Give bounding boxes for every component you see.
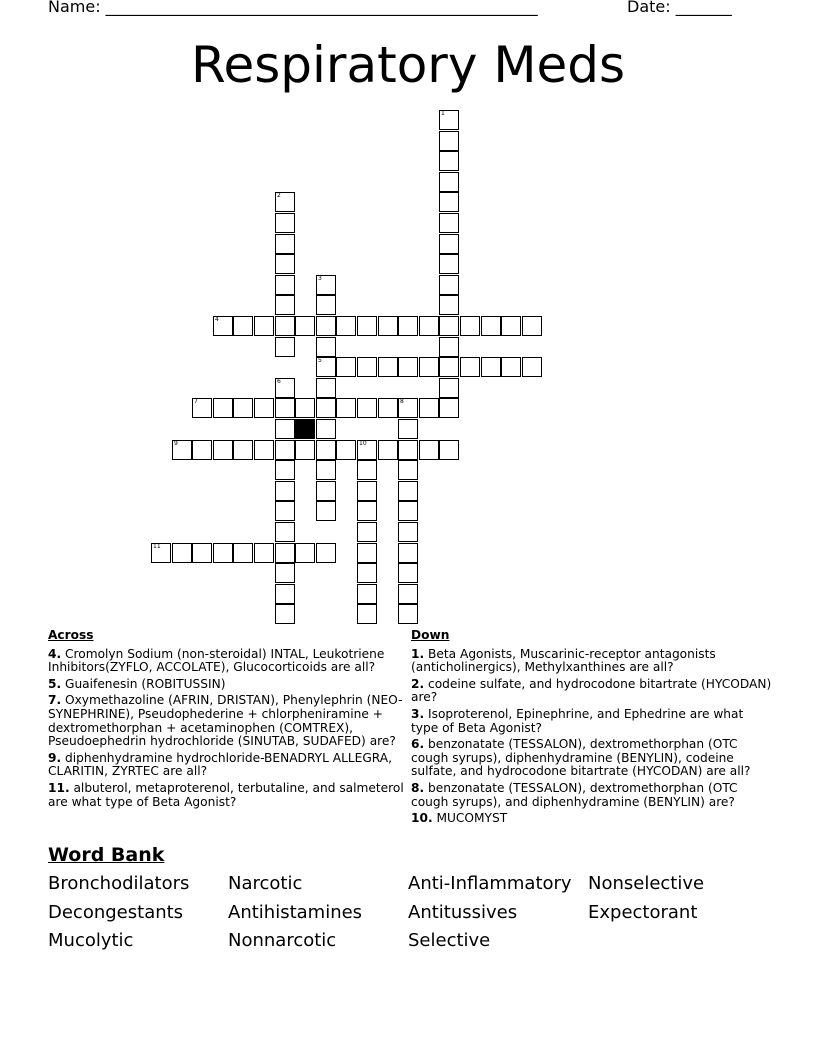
- crossword-cell[interactable]: [275, 543, 295, 563]
- crossword-cell[interactable]: [275, 316, 295, 336]
- crossword-cell[interactable]: [501, 316, 521, 336]
- crossword-cell[interactable]: [439, 254, 459, 274]
- crossword-cell[interactable]: [439, 295, 459, 315]
- crossword-cell[interactable]: [295, 543, 315, 563]
- clue-number: 8: [400, 398, 404, 405]
- word-bank-item: Bronchodilators: [48, 873, 190, 894]
- crossword-cell[interactable]: [316, 337, 336, 357]
- crossword-cell[interactable]: [460, 316, 480, 336]
- crossword-cell[interactable]: [439, 172, 459, 192]
- crossword-cell[interactable]: [275, 213, 295, 233]
- crossword-cell[interactable]: [357, 563, 377, 583]
- crossword-cell[interactable]: [398, 440, 418, 460]
- crossword-cell[interactable]: [398, 316, 418, 336]
- crossword-cell[interactable]: [275, 378, 295, 398]
- crossword-cell[interactable]: [275, 563, 295, 583]
- crossword-cell[interactable]: [275, 337, 295, 357]
- across-clues: [48, 629, 408, 812]
- crossword-cell[interactable]: [172, 440, 192, 460]
- crossword-cell[interactable]: [213, 316, 233, 336]
- down-heading: Down: [411, 628, 450, 642]
- crossword-cell[interactable]: [481, 316, 501, 336]
- crossword-cell[interactable]: [233, 543, 253, 563]
- crossword-cell[interactable]: [439, 337, 459, 357]
- crossword-cell[interactable]: [316, 481, 336, 501]
- clue-down-2: 2. codeine sulfate, and hydrocodone bitartrate (HYCODAN) are?: [411, 676, 772, 705]
- crossword-cell[interactable]: [336, 357, 356, 377]
- crossword-cell[interactable]: [275, 522, 295, 542]
- clue-number: 9: [174, 440, 178, 447]
- clue-down-6: 6. benzonatate (TESSALON), dextromethorphan (OTC cough syrups), diphenhydramine (BENYLIN), codeine sulfate, and hydrocodone bitartrate (HYCODAN) are all?: [411, 737, 751, 779]
- crossword-cell[interactable]: [275, 275, 295, 295]
- clue-number: 4: [215, 316, 219, 323]
- clue-down-3: 3. Isoproterenol, Epinephrine, and Ephedrine are what type of Beta Agonist?: [411, 706, 744, 735]
- word-bank-title: Word Bank: [48, 844, 165, 866]
- crossword-cell[interactable]: [439, 192, 459, 212]
- date-field[interactable]: Date: _______: [627, 0, 732, 16]
- crossword-cell[interactable]: [316, 378, 336, 398]
- crossword-cell[interactable]: [295, 316, 315, 336]
- crossword-cell[interactable]: [398, 543, 418, 563]
- crossword-cell[interactable]: [439, 234, 459, 254]
- crossword-cell[interactable]: [439, 440, 459, 460]
- clue-number: 11: [153, 543, 161, 550]
- crossword-cell[interactable]: [275, 254, 295, 274]
- crossword-cell[interactable]: [522, 316, 542, 336]
- crossword-cell[interactable]: [439, 131, 459, 151]
- crossword-cell[interactable]: [316, 316, 336, 336]
- crossword-cell[interactable]: [357, 398, 377, 418]
- crossword-cell[interactable]: [275, 192, 295, 212]
- crossword-cell[interactable]: [398, 419, 418, 439]
- word-bank-item: Antitussives: [408, 902, 518, 923]
- crossword-cell[interactable]: [275, 584, 295, 604]
- crossword-cell[interactable]: [172, 543, 192, 563]
- crossword-cell[interactable]: [295, 398, 315, 418]
- word-bank-item: Decongestants: [48, 902, 184, 923]
- page-title: Respiratory Meds: [190, 36, 626, 94]
- crossword-cell[interactable]: [295, 440, 315, 460]
- crossword-cell[interactable]: [439, 316, 459, 336]
- crossword-cell[interactable]: [398, 604, 418, 624]
- clue-across-11: 11. albuterol, metaproterenol, terbutaline, and salmeterol are what type of Beta Agonist?: [48, 780, 404, 809]
- crossword-cell[interactable]: [378, 316, 398, 336]
- clue-number: 6: [277, 378, 281, 385]
- word-bank-item: Antihistamines: [228, 902, 363, 923]
- crossword-cell[interactable]: [357, 604, 377, 624]
- crossword-cell[interactable]: [378, 398, 398, 418]
- crossword-cell[interactable]: [254, 440, 274, 460]
- crossword-cell[interactable]: [213, 543, 233, 563]
- crossword-cell[interactable]: [378, 357, 398, 377]
- crossword-cell[interactable]: [398, 501, 418, 521]
- crossword-cell[interactable]: [275, 481, 295, 501]
- crossword-cell[interactable]: [398, 563, 418, 583]
- crossword-cell[interactable]: [398, 522, 418, 542]
- crossword-cell[interactable]: [439, 110, 459, 130]
- clue-across-4: 4. Cromolyn Sodium (non-steroidal) INTAL, Leukotriene Inhibitors(ZYFLO, ACCOLATE), Glucocorticoids are all?: [48, 646, 385, 675]
- clue-number: 7: [194, 398, 198, 405]
- crossword-cell[interactable]: [233, 398, 253, 418]
- crossword-cell[interactable]: [213, 398, 233, 418]
- crossword-cell[interactable]: [357, 522, 377, 542]
- clue-number: 1: [441, 110, 445, 117]
- crossword-cell[interactable]: [192, 543, 212, 563]
- crossword-cell[interactable]: [357, 481, 377, 501]
- crossword-cell[interactable]: [439, 151, 459, 171]
- clue-down-10: 10. MUCOMYST: [411, 811, 508, 826]
- blocked-cell: [295, 419, 315, 439]
- clue-down-8: 8. benzonatate (TESSALON), dextromethorphan (OTC cough syrups), and diphenhydramine (BENYLIN) are?: [411, 780, 738, 809]
- crossword-cell[interactable]: [522, 357, 542, 377]
- crossword-cell[interactable]: [275, 501, 295, 521]
- crossword-cell[interactable]: [378, 440, 398, 460]
- crossword-cell[interactable]: [151, 543, 171, 563]
- crossword-cell[interactable]: [192, 440, 212, 460]
- crossword-cell[interactable]: [254, 398, 274, 418]
- clue-number: 3: [318, 275, 322, 282]
- crossword-cell[interactable]: [316, 419, 336, 439]
- clue-across-7: 7. Oxymethazoline (AFRIN, DRISTAN), Phenylephrin (NEO-SYNEPHRINE), Pseudophederine + chlorpheniramine + dextromethorphan + acetaminophen (COMTREX), Pseudoephedrin hydrochloride (SINUTAB, SUDAFED) are?: [48, 693, 403, 749]
- crossword-cell[interactable]: [275, 440, 295, 460]
- crossword-cell[interactable]: [357, 584, 377, 604]
- crossword-cell[interactable]: [275, 234, 295, 254]
- crossword-cell[interactable]: [336, 398, 356, 418]
- crossword-cell[interactable]: [275, 460, 295, 480]
- crossword-cell[interactable]: [439, 357, 459, 377]
- crossword-cell[interactable]: [254, 316, 274, 336]
- crossword-cell[interactable]: [316, 275, 336, 295]
- down-clues: [411, 629, 773, 829]
- crossword-cell[interactable]: [316, 460, 336, 480]
- crossword-cell[interactable]: [233, 440, 253, 460]
- clue-number: 2: [277, 192, 281, 199]
- across-heading: Across: [48, 628, 94, 642]
- crossword-cell[interactable]: [357, 501, 377, 521]
- crossword-cell[interactable]: [357, 460, 377, 480]
- crossword-cell[interactable]: [398, 460, 418, 480]
- crossword-cell[interactable]: [419, 316, 439, 336]
- word-bank-item: Selective: [408, 930, 491, 951]
- clue-down-1: 1. Beta Agonists, Muscarinic-receptor antagonists (anticholinergics), Methylxanthines are all?: [411, 646, 716, 675]
- crossword-cell[interactable]: [357, 440, 377, 460]
- crossword-cell[interactable]: [398, 584, 418, 604]
- word-bank-item: Nonnarcotic: [228, 930, 337, 951]
- word-bank-item: Anti-Inflammatory: [408, 873, 572, 894]
- crossword-cell[interactable]: [357, 316, 377, 336]
- crossword-cell[interactable]: [439, 213, 459, 233]
- crossword-cell[interactable]: [481, 357, 501, 377]
- crossword-cell[interactable]: [460, 357, 480, 377]
- crossword-cell[interactable]: [316, 543, 336, 563]
- crossword-cell[interactable]: [398, 481, 418, 501]
- crossword-cell[interactable]: [419, 357, 439, 377]
- crossword-cell[interactable]: [398, 357, 418, 377]
- clue-number: 10: [359, 440, 367, 447]
- crossword-cell[interactable]: [275, 398, 295, 418]
- crossword-cell[interactable]: [316, 440, 336, 460]
- crossword-cell[interactable]: [501, 357, 521, 377]
- crossword-cell[interactable]: [233, 316, 253, 336]
- crossword-cell[interactable]: [316, 357, 336, 377]
- name-field[interactable]: Name: ______________________________________________________: [48, 0, 538, 16]
- word-bank-item: Narcotic: [228, 873, 303, 894]
- crossword-cell[interactable]: [192, 398, 212, 418]
- crossword-cell[interactable]: [316, 501, 336, 521]
- clue-number: 5: [318, 357, 322, 364]
- crossword-cell[interactable]: [357, 357, 377, 377]
- crossword-cell[interactable]: [254, 543, 274, 563]
- crossword-cell[interactable]: [336, 440, 356, 460]
- crossword-cell[interactable]: [439, 378, 459, 398]
- crossword-cell[interactable]: [439, 398, 459, 418]
- crossword-cell[interactable]: [275, 419, 295, 439]
- crossword-cell[interactable]: [213, 440, 233, 460]
- word-bank-item: Expectorant: [588, 902, 698, 923]
- crossword-cell[interactable]: [357, 543, 377, 563]
- crossword-cell[interactable]: [419, 398, 439, 418]
- crossword-cell[interactable]: [439, 275, 459, 295]
- crossword-cell[interactable]: [275, 295, 295, 315]
- crossword-cell[interactable]: [316, 398, 336, 418]
- word-bank-item: Nonselective: [588, 873, 705, 894]
- clue-across-5: 5. Guaifenesin (ROBITUSSIN): [48, 676, 226, 691]
- crossword-cell[interactable]: [316, 295, 336, 315]
- crossword-cell[interactable]: [398, 398, 418, 418]
- crossword-cell[interactable]: [336, 316, 356, 336]
- crossword-cell[interactable]: [275, 604, 295, 624]
- word-bank-item: Mucolytic: [48, 930, 134, 951]
- clue-across-9: 9. diphenhydramine hydrochloride-BENADRYL ALLEGRA, CLARITIN, ZYRTEC are all?: [48, 750, 392, 779]
- crossword-cell[interactable]: [419, 440, 439, 460]
